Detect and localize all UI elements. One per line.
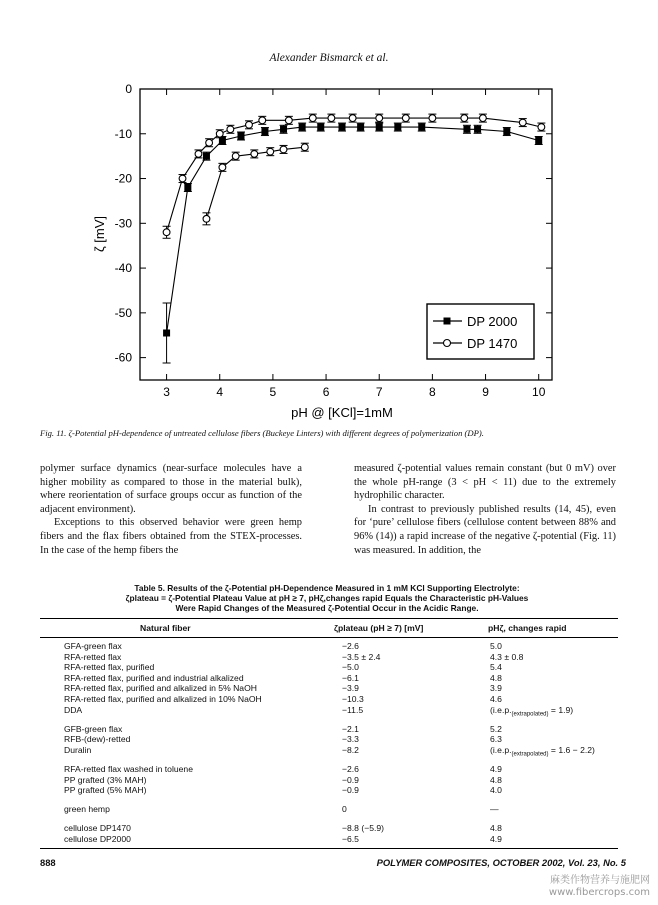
figure-caption: Fig. 11. ζ-Potential pH-dependence of untreated cellulose fibers (Buckeye Linters) with different degrees of polymerization (DP). — [40, 428, 484, 438]
cell-fiber: PP grafted (5% MAH) — [64, 785, 147, 796]
cell-zeta: −2.6 — [342, 764, 359, 774]
body-column-right — [354, 462, 616, 557]
cell-zeta: −3.3 — [342, 734, 359, 745]
cell-zeta: 0 — [342, 804, 347, 815]
fit-curves — [167, 118, 542, 333]
data-point-square — [184, 184, 191, 191]
fit-curve — [167, 127, 539, 333]
cell-fiber: PP grafted (3% MAH) — [64, 774, 147, 785]
table-top-rule — [40, 618, 618, 619]
body-column-left — [40, 462, 302, 557]
table-row — [40, 662, 618, 673]
x-tick-label: 10 — [532, 385, 546, 399]
y-tick-label: -10 — [114, 126, 132, 141]
cell-fiber: cellulose DP1470 — [64, 823, 131, 834]
cell-fiber: RFA-retted flax, purified — [64, 662, 155, 673]
cell-fiber: green hemp — [64, 804, 110, 815]
data-point-circle — [206, 139, 213, 146]
cell-ph: 4.0 — [490, 785, 502, 796]
data-point-circle — [519, 119, 526, 126]
cell-ph: 4.8 — [490, 823, 502, 834]
cell-ph: 4.3 ± 0.8 — [490, 651, 524, 662]
data-point-square — [339, 124, 346, 131]
data-point-circle — [285, 117, 292, 124]
data-point-circle — [203, 215, 210, 222]
x-tick-label: 8 — [429, 385, 436, 399]
header-zeta-plateau: ζplateau (pH ≥ 7) [mV] — [334, 623, 424, 633]
data-point-square — [317, 124, 324, 131]
y-tick-label: -20 — [114, 171, 132, 186]
table-row — [40, 775, 618, 786]
cell-zeta: −2.1 — [342, 723, 359, 734]
data-point-circle — [216, 130, 223, 137]
cell-fiber: GFA-green flax — [64, 641, 122, 651]
data-point-square — [463, 126, 470, 133]
data-point-circle — [232, 153, 239, 160]
x-tick-label: 6 — [322, 385, 330, 399]
zeta-potential-chart — [0, 0, 658, 425]
data-point-circle — [376, 115, 383, 122]
table-caption-line: Were Rapid Changes of the Measured ζ-Potential Occur in the Acidic Range. — [175, 603, 479, 614]
cell-ph: 4.9 — [490, 764, 502, 774]
cell-zeta: −0.9 — [342, 785, 359, 796]
header-ph-rapid: pHζ, changes rapid — [488, 623, 567, 633]
data-point-circle — [538, 124, 545, 131]
data-point-square — [299, 124, 306, 131]
data-point-square — [474, 126, 481, 133]
table-row — [40, 673, 618, 684]
data-point-square — [203, 153, 210, 160]
data-point-square — [418, 124, 425, 131]
table-row — [40, 745, 618, 756]
legend-marker-dp1470 — [444, 340, 451, 347]
cell-ph: 5.0 — [490, 641, 502, 651]
data-point-square — [503, 128, 510, 135]
cell-ph: 5.4 — [490, 662, 502, 673]
header-natural-fiber: Natural fiber — [140, 623, 191, 633]
cell-fiber: RFB-(dew)-retted — [64, 734, 131, 745]
cell-zeta: −6.5 — [342, 834, 359, 844]
cell-ph: 4.6 — [490, 694, 502, 704]
cell-fiber: GFB-green flax — [64, 723, 123, 734]
paragraph: Exceptions to this observed behavior were green hemp fibers and the flax fibers obtained from the STEX-processes. In the case of the hemp fibers the — [40, 517, 302, 556]
paragraph: measured ζ-potential values remain constant (but 0 mV) over the whole pH-range (3 < pH < 11) due to the extremely hydrophilic character. — [354, 463, 616, 502]
x-tick-label: 4 — [216, 385, 224, 399]
table-row — [40, 683, 618, 694]
cell-ph: 4.8 — [490, 774, 502, 785]
data-point-circle — [309, 115, 316, 122]
cell-zeta: −0.9 — [342, 774, 359, 785]
cell-zeta: −8.2 — [342, 744, 359, 755]
y-tick-label: -30 — [114, 216, 132, 231]
table-row — [40, 724, 618, 735]
data-point-circle — [461, 115, 468, 122]
y-axis-label: ζ [mV] — [92, 215, 107, 253]
cell-zeta: −11.5 — [342, 704, 364, 715]
table-row — [40, 734, 618, 745]
table-row — [40, 823, 618, 834]
y-tick-label: -60 — [114, 350, 132, 365]
table-row — [40, 652, 618, 663]
data-point-square — [280, 126, 287, 133]
y-tick-label: 0 — [125, 82, 132, 96]
paragraph: polymer surface dynamics (near-surface molecules have a higher mobility as compared to those in the material bulk), where reorientation of surface groups occur as function of the adjacent environment). — [40, 463, 302, 515]
cell-ph: 4.8 — [490, 672, 502, 683]
data-point-circle — [246, 121, 253, 128]
data-point-square — [376, 124, 383, 131]
data-point-circle — [349, 115, 356, 122]
data-point-circle — [195, 151, 202, 158]
legend-label-dp2000: DP 2000 — [467, 314, 518, 329]
table-row — [40, 705, 618, 716]
table-row — [40, 764, 618, 775]
watermark: 麻类作物营养与施肥网 www.fibercrops.com — [548, 875, 650, 898]
data-point-square — [238, 133, 245, 140]
x-tick-label: 5 — [269, 385, 277, 399]
cell-fiber: RFA-retted flax — [64, 651, 122, 662]
cell-zeta: −2.6 — [342, 641, 359, 651]
data-point-square — [535, 137, 542, 144]
data-point-circle — [280, 146, 287, 153]
data-point-circle — [251, 151, 258, 158]
cell-zeta: −8.8 (−5.9) — [342, 823, 385, 834]
cell-zeta: −10.3 — [342, 694, 364, 704]
table-caption-line: Table 5. Results of the ζ-Potential pH-Dependence Measured in 1 mM KCl Supporting Electrolyte: — [134, 583, 520, 593]
data-point-circle — [179, 175, 186, 182]
x-tick-label: 9 — [482, 385, 489, 399]
data-point-circle — [163, 229, 170, 236]
y-tick-label: -40 — [114, 261, 132, 276]
table-row — [40, 804, 618, 815]
cell-fiber: cellulose DP2000 — [64, 834, 131, 844]
cell-fiber: RFA-retted flax, purified and alkalized in 5% NaOH — [64, 683, 257, 694]
cell-ph: 3.9 — [490, 683, 502, 694]
table-row — [40, 694, 618, 705]
cell-zeta: −5.0 — [342, 662, 359, 673]
data-point-circle — [479, 115, 486, 122]
cell-zeta: −6.1 — [342, 672, 359, 683]
cell-fiber: RFA-retted flax, purified and alkalized in 10% NaOH — [64, 694, 262, 704]
cell-fiber: RFA-retted flax washed in toluene — [64, 764, 193, 774]
data-point-square — [357, 124, 364, 131]
journal-footer: POLYMER COMPOSITES, OCTOBER 2002, Vol. 23, No. 5 — [376, 857, 626, 868]
data-point-square — [394, 124, 401, 131]
cell-fiber: RFA-retted flax, purified and industrial alkalized — [64, 672, 244, 683]
legend — [427, 304, 534, 359]
x-axis-label: pH @ [KCl]=1mM — [291, 405, 393, 420]
cell-ph: $(i.e.p._{(extrapolated)} = 1.6 - 2.2)$ — [490, 744, 595, 758]
cell-ph: 5.2 — [490, 723, 502, 734]
data-point-circle — [402, 115, 409, 122]
data-point-circle — [267, 148, 274, 155]
data-point-circle — [219, 164, 226, 171]
table-caption-line: ζplateau = ζ-Potential Plateau Value at pH ≥ 7, pHζ,changes rapid Equals the Characteristic pH-Values — [125, 593, 529, 604]
data-point-square — [261, 128, 268, 135]
cell-ph: $(i.e.p._{(extrapolated)} = 1.9)$ — [490, 704, 574, 718]
data-point-circle — [429, 115, 436, 122]
x-tick-label: 3 — [163, 385, 170, 399]
data-point-circle — [301, 144, 308, 151]
table-caption — [40, 583, 614, 614]
table-header-rule — [40, 637, 618, 638]
cell-fiber: Duralin — [64, 744, 92, 755]
cell-zeta: −3.5 ± 2.4 — [342, 651, 381, 662]
data-point-circle — [259, 117, 266, 124]
legend-marker-dp2000 — [444, 318, 451, 325]
legend-label-dp1470: DP 1470 — [467, 336, 518, 351]
table-row — [40, 785, 618, 796]
x-tick-label: 7 — [375, 385, 383, 399]
y-tick-label: -50 — [114, 305, 132, 320]
cell-ph: 6.3 — [490, 734, 502, 745]
cell-ph: — — [490, 804, 499, 815]
paragraph: In contrast to previously published results (14, 45), even for ‘pure’ cellulose fibers (cellulose content between 88% and 96% (14)) a rapid increase of the negative ζ-potential (Fig. 11) was measured. In addition, the — [354, 503, 616, 556]
data-point-circle — [227, 126, 234, 133]
data-point-square — [163, 329, 170, 336]
data-point-circle — [328, 115, 335, 122]
table-bottom-rule — [40, 848, 618, 849]
running-header: Alexander Bismarck et al. — [269, 52, 389, 64]
table-row — [40, 641, 618, 652]
cell-ph: 4.9 — [490, 834, 502, 844]
table-row — [40, 834, 618, 845]
page-number: 888 — [40, 857, 56, 868]
cell-fiber: DDA — [64, 704, 83, 715]
cell-zeta: −3.9 — [342, 683, 359, 694]
